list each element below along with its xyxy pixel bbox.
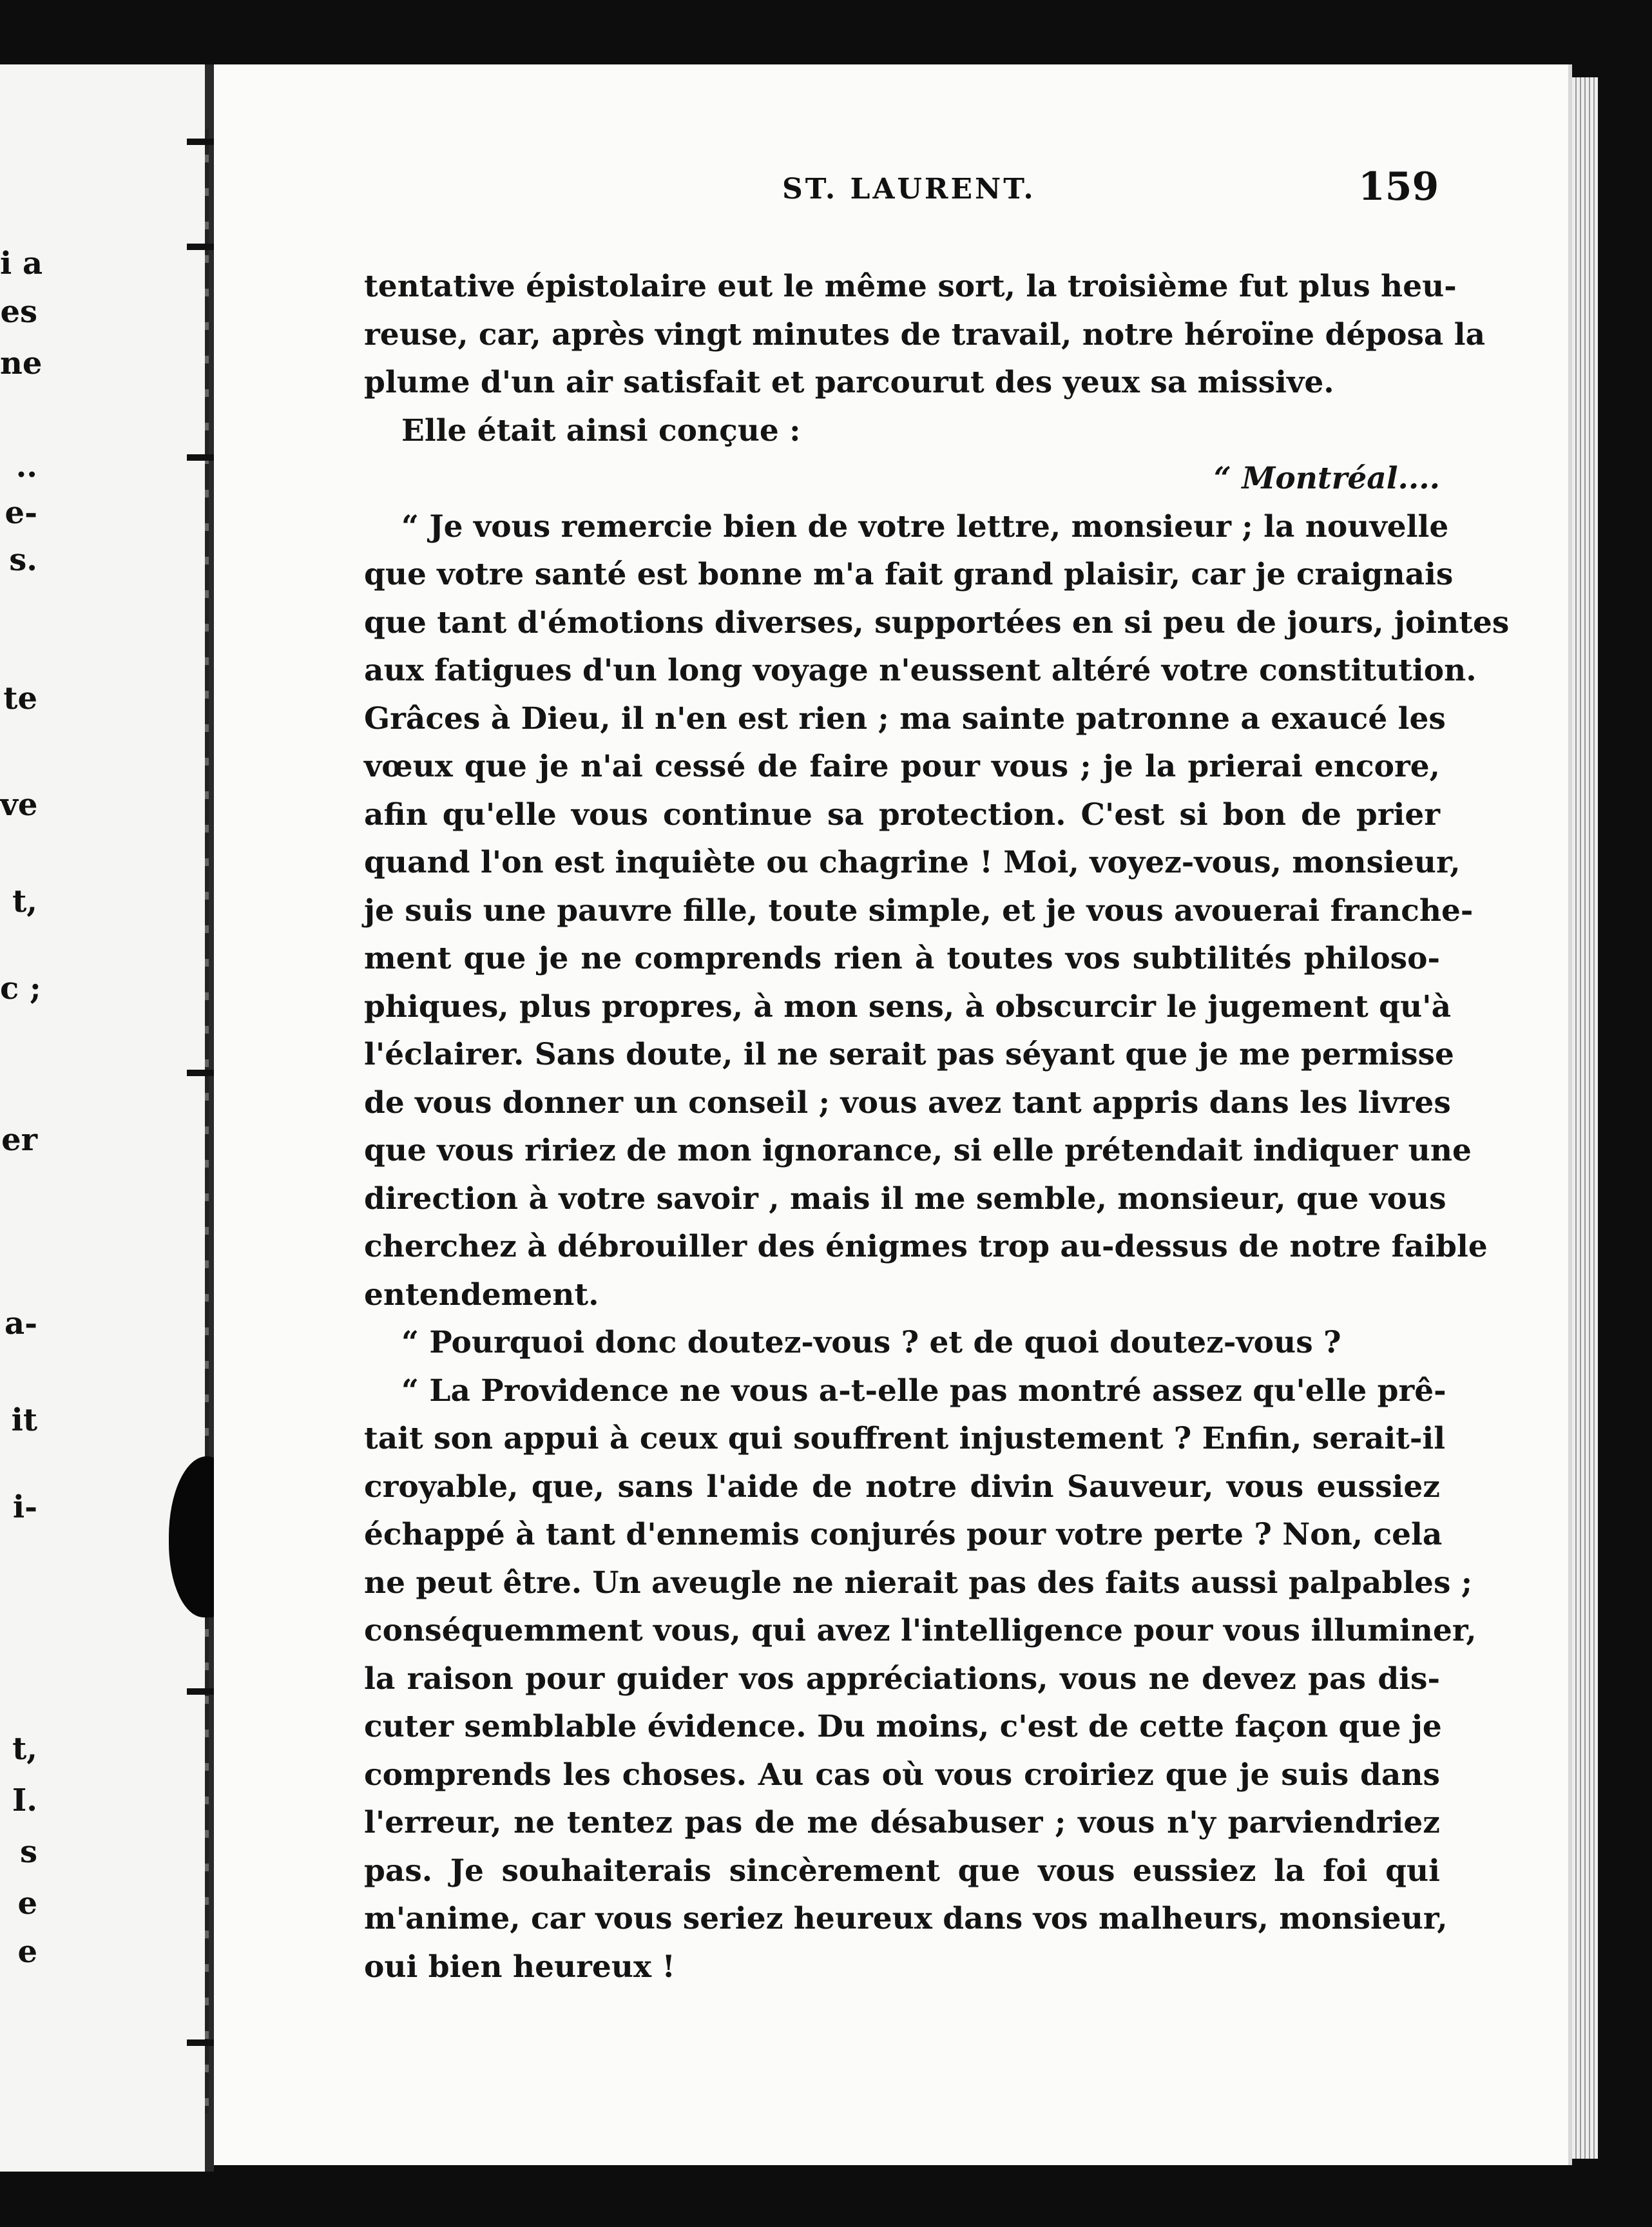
text-line: l'erreur, ne tentez pas de me désabuser ; vous n'y parviendriez: [364, 1805, 1440, 1840]
text-line: tentative épistolaire eut le même sort, la troisième fut plus heu-: [364, 269, 1457, 304]
text-line: tait son appui à ceux qui souffrent injustement ? Enfin, serait-il: [364, 1421, 1446, 1456]
text-line: direction à votre savoir , mais il me semble, monsieur, que vous: [364, 1181, 1446, 1217]
facing-page-fragment: e: [17, 1885, 37, 1922]
facing-page-fragment: e-: [5, 495, 37, 531]
text-line: afin qu'elle vous continue sa protection. C'est si bon de prier: [364, 796, 1440, 833]
text-line: “ La Providence ne vous a-t-elle pas montré assez qu'elle prê-: [401, 1373, 1446, 1409]
facing-page-fragment: t,: [12, 1731, 37, 1767]
facing-page-fragment: ve: [0, 787, 38, 823]
text-line: de vous donner un conseil ; vous avez tant appris dans les livres: [364, 1085, 1451, 1121]
text-line: Elle était ainsi conçue :: [401, 412, 801, 448]
facing-page-fragment: i a: [0, 246, 43, 282]
text-line: l'éclairer. Sans doute, il ne serait pas séyant que je me permisse: [364, 1037, 1454, 1072]
facing-page-fragment: te: [3, 680, 37, 717]
text-line: ne peut être. Un aveugle ne nierait pas des faits aussi palpables ;: [364, 1565, 1473, 1601]
text-line: conséquemment vous, qui avez l'intelligence pour vous illuminer,: [364, 1613, 1477, 1648]
page-number: 159: [1358, 164, 1439, 209]
text-line: “ Je vous remercie bien de votre lettre, monsieur ; la nouvelle: [401, 508, 1449, 545]
binding-thread: [205, 129, 209, 2114]
text-line: entendement.: [364, 1277, 599, 1313]
text-line: cherchez à débrouiller des énigmes trop au-dessus de notre faible: [364, 1229, 1488, 1264]
facing-page-fragment: s: [19, 1834, 37, 1870]
text-line: m'anime, car vous seriez heureux dans vos malheurs, monsieur,: [364, 1901, 1448, 1936]
text-line: vœux que je n'ai cessé de faire pour vous ; je la prierai encore,: [364, 749, 1440, 784]
facing-page-fragment: a-: [4, 1306, 37, 1342]
text-line: oui bien heureux !: [364, 1949, 675, 1985]
facing-page-fragment: es: [0, 294, 37, 330]
text-line: cuter semblable évidence. Du moins, c'est de cette façon que je: [364, 1709, 1442, 1744]
page-body-text: [364, 263, 1510, 1991]
page-stack-edge: [1572, 77, 1598, 2159]
text-line: aux fatigues d'un long voyage n'eussent altéré votre constitution.: [364, 653, 1477, 688]
text-line: quand l'on est inquiète ou chagrine ! Moi, voyez-vous, monsieur,: [364, 845, 1461, 880]
text-line: que tant d'émotions diverses, supportées en si peu de jours, jointes: [364, 604, 1510, 641]
text-line: ment que je ne comprends rien à toutes vos subtilités philoso-: [364, 941, 1440, 976]
facing-page-fragment: t,: [12, 883, 37, 920]
text-line: croyable, que, sans l'aide de notre divin Sauveur, vous eussiez: [364, 1469, 1440, 1505]
running-title: ST. LAURENT.: [782, 173, 1036, 206]
text-line: échappé à tant d'ennemis conjurés pour votre perte ? Non, cela: [364, 1517, 1443, 1552]
facing-page-fragment: ..: [15, 448, 37, 485]
facing-page-fragment: it: [11, 1402, 37, 1438]
facing-page-fragment: I.: [12, 1782, 37, 1818]
text-line: “ Montréal....: [1213, 461, 1440, 496]
text-line: reuse, car, après vingt minutes de travail, notre héroïne déposa la: [364, 316, 1486, 352]
facing-page-fragment: i-: [12, 1489, 37, 1525]
text-line: que votre santé est bonne m'a fait grand plaisir, car je craignais: [364, 557, 1454, 592]
text-line: Grâces à Dieu, il n'en est rien ; ma sainte patronne a exaucé les: [364, 700, 1446, 737]
facing-page-fragment: c ;: [0, 970, 41, 1007]
text-line: “ Pourquoi donc doutez-vous ? et de quoi doutez-vous ?: [401, 1325, 1341, 1360]
text-line: comprends les choses. Au cas où vous croiriez que je suis dans: [364, 1757, 1440, 1793]
text-line: phiques, plus propres, à mon sens, à obscurcir le jugement qu'à: [364, 988, 1452, 1025]
text-line: pas. Je souhaiterais sincèrement que vous eussiez la foi qui: [364, 1853, 1440, 1889]
text-line: plume d'un air satisfait et parcourut des yeux sa missive.: [364, 365, 1334, 400]
facing-page-fragment: ne: [0, 345, 43, 381]
text-line: la raison pour guider vos appréciations, vous ne devez pas dis-: [364, 1661, 1440, 1697]
text-line: que vous ririez de mon ignorance, si elle prétendait indiquer une: [364, 1133, 1472, 1168]
text-line: je suis une pauvre fille, toute simple, et je vous avouerai franche-: [364, 892, 1474, 929]
facing-page-fragment: e: [17, 1934, 37, 1970]
facing-page-fragment: er: [1, 1122, 37, 1158]
facing-page-fragment: s.: [9, 542, 37, 578]
